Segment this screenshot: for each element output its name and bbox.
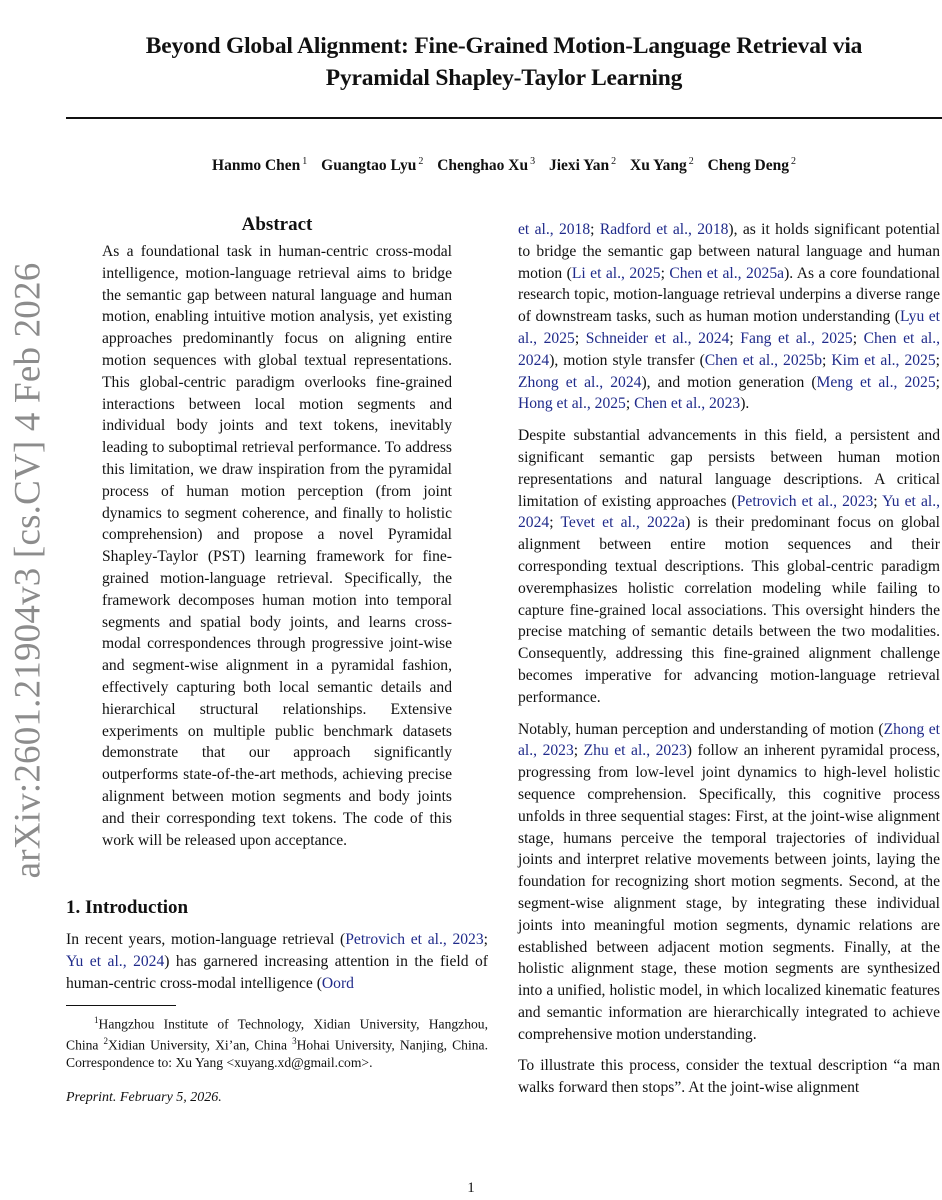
text: ) follow an inherent pyramidal process, progressing from low-level joint dynamics to high-level holistic sequence comprehension. Specifically, this cognitive process unfolds in three sequential stages: First, at the joint-wise alignment stage, humans perceive the temporal trajectories of individual joints and interpret relative movements between joints, laying the foundation for recognizing short motion segments. Second, at the segment-wise alignment stage, by integrating these individual joints into meaningful motion segments, dynamic relations are established between adjacent motion segments. Finally, at the holistic alignment stage, these motion segments are synthesized into a unified, holistic model, in which localized kinematic features and semantic information are hierarchically integrated to achieve comprehensive motion understanding. <box>518 742 940 1043</box>
section-heading-introduction: 1. Introduction <box>66 897 189 919</box>
footnote-mark: 3 <box>292 1035 297 1046</box>
text: ; <box>873 492 883 510</box>
author <box>437 157 535 174</box>
citation-link[interactable]: Petrovich et al., 2023 <box>345 931 484 949</box>
author <box>708 157 796 174</box>
text: ; <box>660 264 670 282</box>
arxiv-identifier-stamp <box>8 240 48 900</box>
citation-link[interactable]: Kim et al., 2025 <box>831 351 936 369</box>
text: ; <box>822 351 832 369</box>
affiliation-mark: 2 <box>790 156 796 167</box>
affiliation-mark: 3 <box>530 156 536 167</box>
citation-link[interactable]: Chen et al., 2025b <box>704 351 823 369</box>
text: ; <box>483 931 488 949</box>
abstract-text: As a foundational task in human-centric cross-modal intelligence, motion-language retrieval aims to bridge the semantic gap between natural language and human motion, enabling intuitive motion analysis, yet existing approaches predominantly focus on aligning entire motion sequences with global textual representations. This global-centric paradigm overlooks fine-grained interactions between local motion segments and individual body joints and text tokens, inevitably leading to suboptimal retrieval performance. To address this limitation, we draw inspiration from the pyramidal process of human motion perception (from joint dynamics to segment coherence, and finally to holistic comprehension) and propose a novel Pyramidal Shapley-Taylor (PST) learning framework for fine-grained motion-language retrieval. Specifically, the framework decomposes human motion into temporal segments and spatial body joints, and learns cross-modal correspondences through progressive joint-wise and segment-wise alignment in a pyramidal fashion, effectively capturing both local semantic details and hierarchical structural relationships. Extensive experiments on multiple public benchmark datasets demonstrate that our approach significantly outperforms state-of-the-art methods, achieving precise alignment between motion segments and body joints and their corresponding text tokens. The code of this work will be released upon acceptance. <box>102 243 452 849</box>
citation-link[interactable]: Hong et al., 2025 <box>518 395 626 413</box>
citation-link[interactable]: Tevet et al., 2022a <box>560 514 686 532</box>
title-line-1: Beyond Global Alignment: Fine-Grained Motion-Language Retrieval via <box>145 33 863 59</box>
text: ; <box>573 742 584 760</box>
citation-link[interactable]: Chen et al., 2025a <box>669 264 785 282</box>
text: In recent years, motion-language retrieval ( <box>66 931 346 949</box>
left-column <box>66 214 488 1106</box>
footnote-rule <box>66 1005 176 1006</box>
author <box>630 157 694 174</box>
text: ) has garnered increasing attention in the field of human-centric cross-modal intelligence ( <box>66 953 488 992</box>
text: Xidian University, Xi’an, China <box>108 1037 293 1053</box>
intro-paragraph-4: To illustrate this process, consider the textual description “a man walks forward then stops”. At the joint-wise alignment <box>518 1057 940 1097</box>
citation-link[interactable]: Radford et al., 2018 <box>599 221 729 238</box>
text: Hohai University, Nanjing, China. Correspondence to: Xu Yang <xuyang.xd@gmail.com>. <box>66 1037 488 1070</box>
citation-link[interactable]: Petrovich et al., 2023 <box>736 492 874 510</box>
citation-link[interactable]: Oord <box>321 974 354 992</box>
footnote-mark: 1 <box>94 1014 99 1025</box>
author-name: Chenghao Xu <box>437 157 529 175</box>
author-name: Cheng Deng <box>707 157 789 175</box>
text: ), as it holds significant potential to bridge the semantic gap between natural language and human motion ( <box>518 221 940 282</box>
affiliation-mark: 2 <box>688 156 694 167</box>
text: Despite substantial advancements in this field, a persistent and significant semantic gap persists between human motion representations and natural language descriptions. A critical limitation of existing approaches ( <box>518 427 940 510</box>
preprint-date: Preprint. February 5, 2026. <box>66 1090 222 1106</box>
author-name: Hanmo Chen <box>212 157 301 175</box>
text: ; <box>625 395 635 413</box>
citation-link[interactable]: Chen et al., 2024 <box>518 329 941 369</box>
author <box>212 157 307 174</box>
author-name: Xu Yang <box>630 157 687 175</box>
footnote-mark: 2 <box>103 1035 109 1046</box>
affiliation-mark: 1 <box>302 156 308 167</box>
text: ) is their predominant focus on global alignment between entire motion sequences and their corresponding textual descriptions. This global-centric paradigm overemphasizes holistic correlation modeling while failing to capture fine-grained local associations. This oversight hinders the precise matching of semantic details between the two modalities. Consequently, addressing this fine-grained alignment challenge becomes imperative for advancing motion-language retrieval performance. <box>518 514 940 706</box>
author <box>321 157 423 174</box>
citation-link[interactable]: Li et al., 2025 <box>571 264 661 282</box>
text: ; <box>574 329 586 347</box>
citation-link[interactable]: Lyu et al., 2025 <box>518 308 940 347</box>
text: ; <box>935 373 940 391</box>
citation-link[interactable]: Yu et al., 2024 <box>518 492 940 532</box>
text: ), and motion generation ( <box>641 373 817 391</box>
author-name: Jiexi Yan <box>548 157 610 175</box>
text: ), motion style transfer ( <box>549 351 705 369</box>
citation-link[interactable]: Chen et al., 2023 <box>634 395 741 413</box>
text: ; <box>852 329 864 347</box>
paper-title <box>66 30 942 94</box>
text: ). <box>740 395 750 413</box>
text: ; <box>590 221 600 238</box>
text: ; <box>935 351 940 369</box>
citation-link[interactable]: et al., 2018 <box>518 221 591 238</box>
affiliation-mark: 2 <box>611 156 617 167</box>
citation-link[interactable]: Fang et al., 2025 <box>740 329 853 347</box>
affiliation-mark: 2 <box>418 156 424 167</box>
arxiv-stamp-text: arXiv:2601.21904v3 [cs.CV] 4 Feb 2026 <box>7 262 49 878</box>
citation-link[interactable]: Zhong et al., 2024 <box>518 373 642 391</box>
citation-link[interactable]: Yu et al., 2024 <box>66 953 165 971</box>
citation-link[interactable]: Schneider et al., 2024 <box>585 329 730 347</box>
title-rule <box>66 117 942 119</box>
author-list <box>66 156 942 175</box>
author <box>549 157 616 174</box>
affiliations-footnote <box>66 1012 488 1072</box>
author-name: Guangtao Lyu <box>321 157 417 175</box>
abstract-heading: Abstract <box>241 214 313 235</box>
intro-paragraph-3 <box>518 719 940 1046</box>
citation-link[interactable]: Meng et al., 2025 <box>816 373 936 391</box>
citation-link[interactable]: Zhong et al., 2023 <box>518 720 940 760</box>
text: Hangzhou Institute of Technology, Xidian University, Hangzhou, China <box>66 1016 488 1053</box>
text: ). As a core foundational research topic, motion-language retrieval underpins a diverse range of downstream tasks, such as human motion understanding ( <box>518 264 941 326</box>
intro-paragraph-1 <box>66 929 488 994</box>
text: ; <box>549 514 561 532</box>
intro-paragraph-2 <box>518 425 940 708</box>
intro-paragraph-1-continued <box>518 219 940 415</box>
title-line-2: Pyramidal Shapley-Taylor Learning <box>325 65 683 91</box>
citation-link[interactable]: Zhu et al., 2023 <box>583 742 687 760</box>
text: Notably, human perception and understanding of motion ( <box>518 720 884 738</box>
right-column <box>518 219 940 1109</box>
text: ; <box>729 329 741 347</box>
page-number: 1 <box>467 1180 475 1196</box>
